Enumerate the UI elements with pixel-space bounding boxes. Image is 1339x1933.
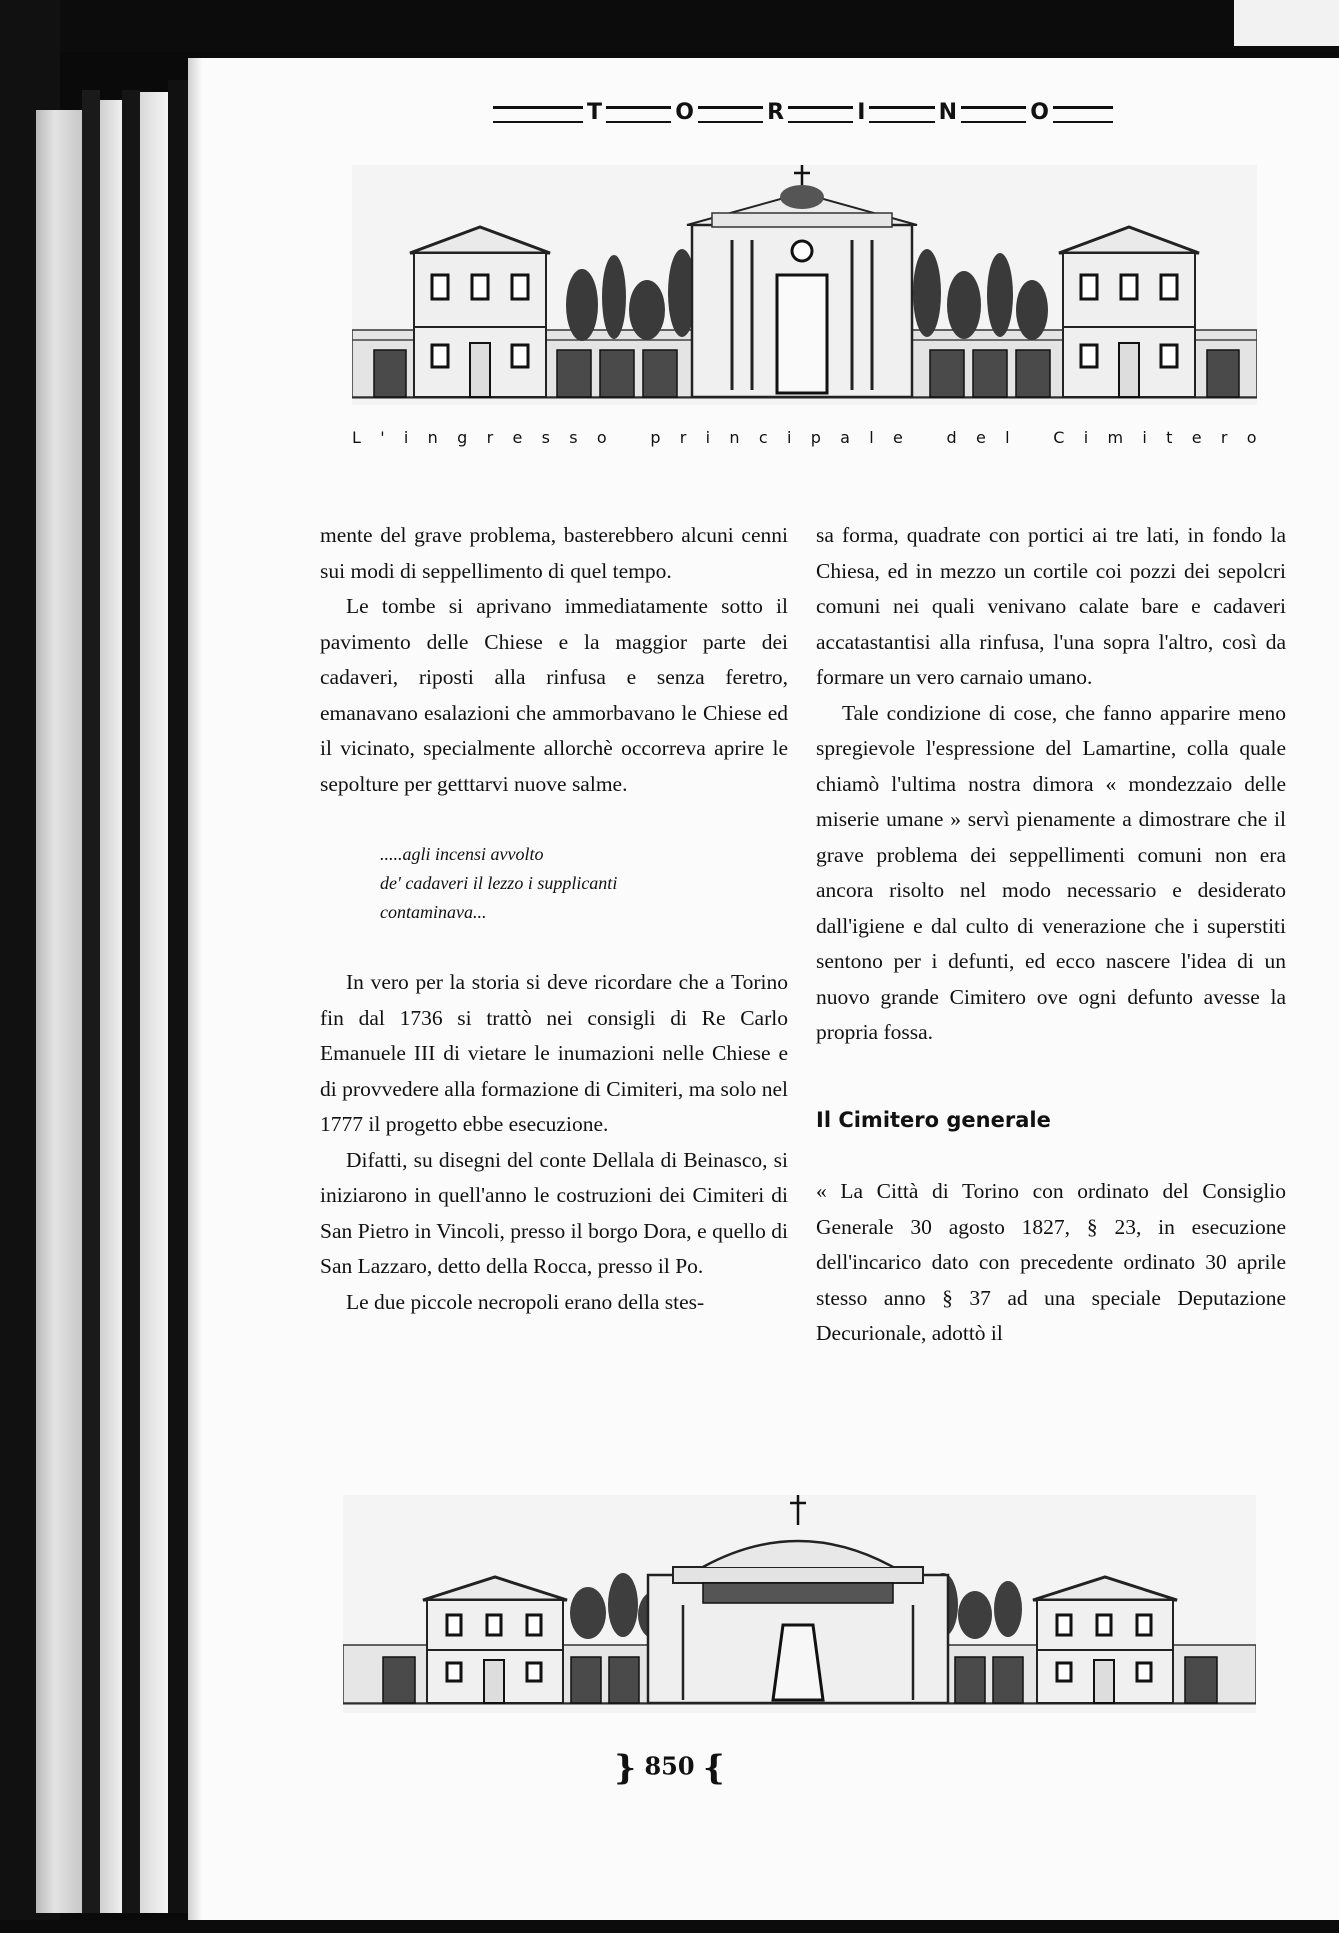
page-stack-edge	[82, 90, 100, 1913]
caption-char: e	[893, 428, 903, 447]
caption-char: i	[705, 428, 711, 447]
caption-char: m	[1107, 428, 1124, 447]
caption-char: d	[946, 428, 957, 447]
page-stack-edge	[100, 100, 122, 1913]
caption-char: r	[1220, 428, 1228, 447]
running-header	[493, 98, 1113, 128]
header-letter: I	[853, 98, 869, 128]
caption-char: g	[457, 428, 468, 447]
section-heading: Il Cimitero generale	[816, 1107, 1051, 1132]
caption-char: p	[650, 428, 661, 447]
page-gutter-shadow	[188, 58, 202, 1928]
header-letter: O	[1026, 98, 1053, 128]
paragraph: Le due piccole necropoli erano della stes-	[346, 1289, 705, 1314]
paragraph: Tale condizione di cose, che fanno apparire meno spregievole l'espressione del Lamartine, colla quale chiamò l'ultima nostra dimora « mondezzaio delle miserie umane » servì pienamente a dimostrare che il grave problema dei seppellimenti comuni non era ancora risolto nel modo necessario e desiderato dall'igiene e dal culto di venerazione che i superstiti sentono per i defunti, ed ecco nascere l'idea di un nuovo grande Cimitero ove ogni defunto avesse la propria fossa.	[816, 700, 1286, 1044]
caption-char: p	[810, 428, 821, 447]
page-number-value: 850	[644, 1751, 695, 1781]
caption-char	[626, 428, 631, 458]
header-letter: N	[935, 98, 961, 128]
scan-frame-corner	[1234, 0, 1339, 46]
paragraph: Difatti, su disegni del conte Dellala di Beinasco, si iniziarono in quell'anno le costruzioni dei Cimiteri di San Pietro in Vincoli, presso il borgo Dora, e quello di San Lazzaro, detto della Rocca, presso il Po.	[320, 1147, 788, 1278]
page-number	[0, 1748, 1339, 1788]
paragraph: Le tombe si aprivano immediatamente sotto il pavimento delle Chiese e la maggior parte dei cadaveri, riposti alla rinfusa e senza feretro, emanavano esalazioni che ammorbavano le Chiese ed il vicinato, specialmente allorchè occorreva aprire le sepolture per getttarvi nuove salme.	[320, 594, 788, 796]
caption-char: e	[1191, 428, 1202, 447]
caption-char: c	[758, 428, 768, 447]
page-stack-edge	[122, 90, 140, 1913]
scan-frame-top	[0, 0, 1339, 52]
scan-frame-bottom	[0, 1920, 1339, 1933]
caption-char: o	[596, 428, 607, 447]
caption-char: '	[380, 428, 385, 447]
caption-char: s	[569, 428, 578, 447]
caption-char: i	[786, 428, 792, 447]
caption-char: i	[1083, 428, 1089, 447]
caption-char: l	[869, 428, 874, 447]
caption-char: a	[840, 428, 850, 447]
caption-char: r	[679, 428, 687, 447]
caption-char	[1029, 428, 1034, 458]
cemetery-project-illustration	[343, 1495, 1256, 1713]
verse-line: de' cadaveri il lezzo i supplicanti	[380, 873, 618, 893]
caption-char: t	[1166, 428, 1173, 447]
paragraph: mente del grave problema, basterebbero alcuni cenni sui modi di seppellimento di quel tempo.	[320, 523, 788, 583]
caption-char: i	[403, 428, 409, 447]
page-number-bracket-left: }	[614, 1748, 637, 1788]
entrance-drawing	[352, 165, 1257, 405]
paragraph: sa forma, quadrate con portici ai tre lati, in fondo la Chiesa, ed in mezzo un cortile coi pozzi dei sepolcri comuni nei quali venivano calate bare e cadaveri accatastantisi alla rinfusa, l'una sopra l'altro, così da formare un vero carnaio umano.	[816, 523, 1286, 689]
caption-char: s	[541, 428, 550, 447]
header-letter: O	[671, 98, 698, 128]
verse-line: contaminava...	[380, 902, 487, 922]
header-letter: R	[763, 98, 788, 128]
caption-char	[922, 428, 927, 458]
header-title	[583, 98, 1053, 128]
verse-line: .....agli incensi avvolto	[380, 844, 544, 864]
caption-char: L	[352, 428, 361, 447]
page-stack-edge	[168, 80, 190, 1913]
caption-char: n	[427, 428, 438, 447]
caption-char: C	[1053, 428, 1065, 447]
project-drawing	[343, 1495, 1256, 1713]
caption-char: e	[976, 428, 986, 447]
caption-char: l	[1005, 428, 1010, 447]
caption-char: n	[729, 428, 740, 447]
header-letter: T	[583, 98, 606, 128]
text-column-left	[320, 518, 788, 1320]
text-column-right	[816, 518, 1286, 1352]
verse-quote	[380, 840, 788, 927]
illustration-caption	[352, 428, 1257, 458]
page-number-bracket-right: {	[702, 1748, 725, 1788]
paragraph: « La Città di Torino con ordinato del Consiglio Generale 30 agosto 1827, § 23, in esecuzione dell'incarico dato con precedente ordinato 30 aprile stesso anno § 37 ad una speciale Deputazione Decurionale, adottò il	[816, 1179, 1286, 1345]
caption-char: o	[1246, 428, 1257, 447]
caption-char: i	[1142, 428, 1147, 447]
paragraph: In vero per la storia si deve ricordare che a Torino fin dal 1736 si trattò nei consigli di Re Carlo Emanuele III di vietare le inumazioni nelle Chiese e di provvedere alla formazione di Cimiteri, ma solo nel 1777 il progetto ebbe esecuzione.	[320, 970, 788, 1136]
page-stack-edge	[36, 110, 82, 1913]
caption-char: e	[512, 428, 523, 447]
cemetery-entrance-illustration	[352, 165, 1257, 405]
page-stack-edge	[140, 92, 168, 1913]
caption-char: r	[486, 428, 494, 447]
